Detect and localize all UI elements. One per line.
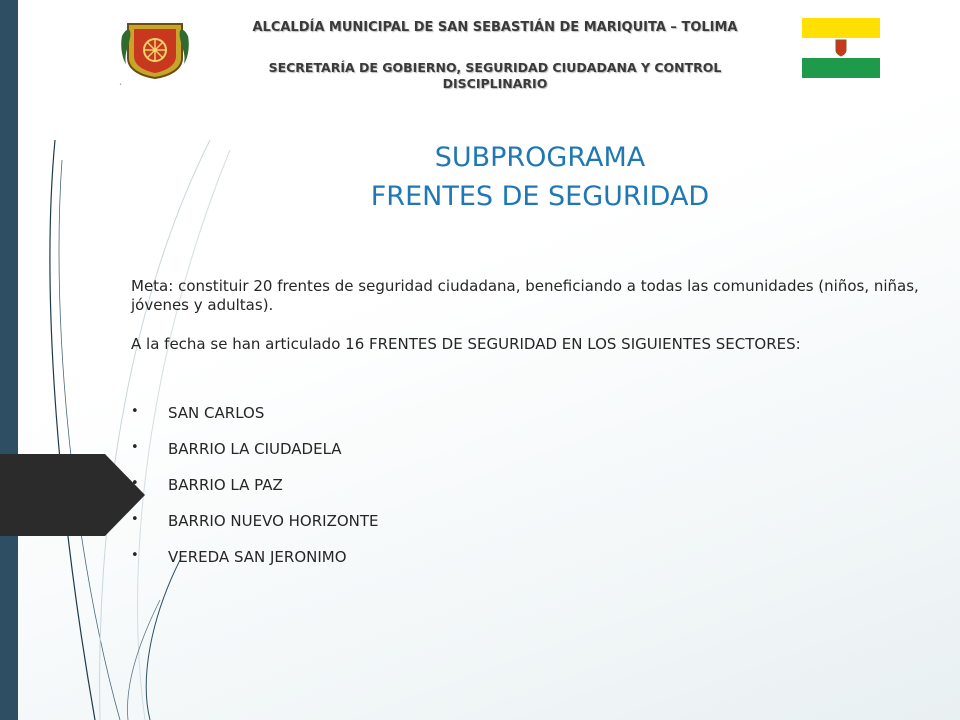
arrow-shape (0, 454, 145, 536)
bullet-icon: • (131, 476, 139, 491)
bullet-icon: • (131, 404, 139, 419)
sector-label: BARRIO LA CIUDADELA (168, 440, 342, 458)
header-mark: ` (119, 83, 123, 92)
sector-label: BARRIO LA PAZ (168, 476, 283, 494)
bullet-icon: • (131, 548, 139, 563)
header-title: ALCALDÍA MUNICIPAL DE SAN SEBASTIÁN DE MARIQUITA – TOLIMA (252, 20, 738, 35)
subprogram-heading: SUBPROGRAMA (434, 142, 646, 173)
sector-label: BARRIO NUEVO HORIZONTE (168, 512, 379, 530)
bullet-icon: • (131, 512, 139, 527)
goal-paragraph: Meta: constituir 20 frentes de seguridad ciudadana, beneficiando a todas las comunidades (niños, niñas, jóvenes y adultas). (131, 277, 919, 314)
progress-paragraph: A la fecha se han articulado 16 FRENTES DE SEGURIDAD EN LOS SIGUIENTES SECTORES: (131, 335, 801, 353)
bullet-icon: • (131, 440, 139, 455)
subprogram-title: FRENTES DE SEGURIDAD (370, 181, 710, 212)
municipal-seal-icon (120, 18, 190, 80)
header-subtitle: SECRETARÍA DE GOBIERNO, SEGURIDAD CIUDADANA Y CONTROL DISCIPLINARIO (268, 60, 722, 91)
sector-label: SAN CARLOS (168, 404, 265, 422)
municipal-flag-icon (802, 18, 880, 78)
sector-label: VEREDA SAN JERONIMO (168, 548, 347, 566)
